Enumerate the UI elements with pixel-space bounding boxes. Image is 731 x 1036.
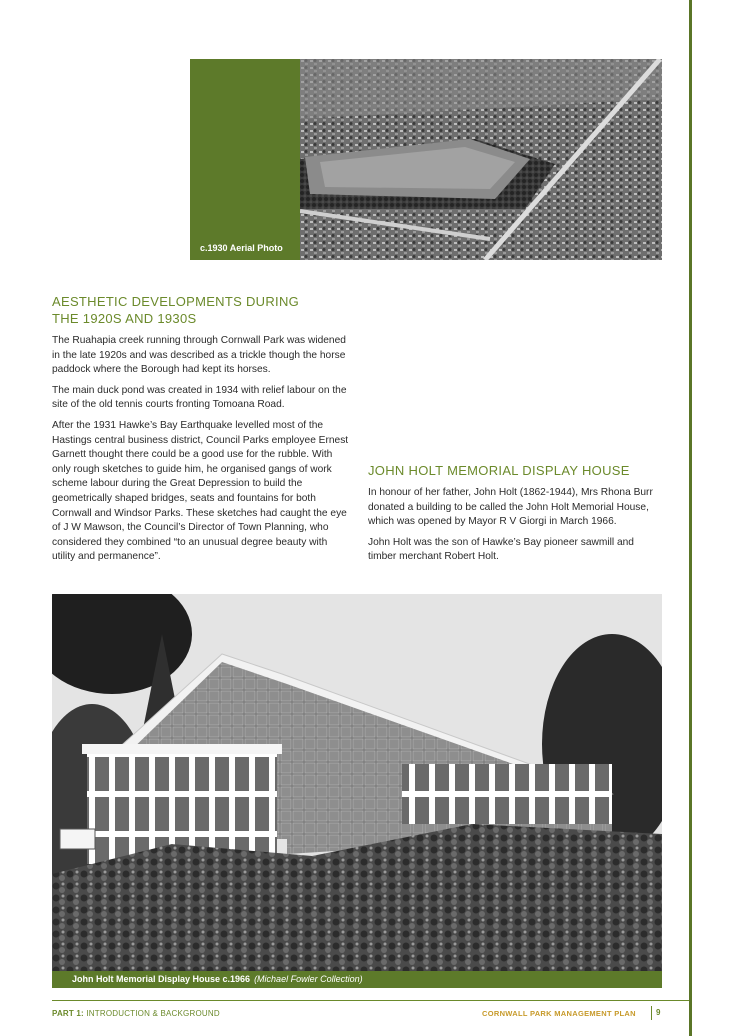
john-holt-section — [368, 462, 663, 565]
page-edge-rule — [689, 0, 692, 1036]
paragraph: In honour of her father, John Holt (1862-1944), Mrs Rhona Burr donated a building to be called the John Holt Memorial House, which was opened by Mayor R V Giorgi in March 1966. — [368, 487, 653, 528]
display-house-caption — [52, 971, 662, 988]
paragraph: After the 1931 Hawke’s Bay Earthquake levelled most of the Hastings central business district, Council Parks employee Ernest Garnett thought there could be a good use for the rubble. With only rough sketches to guide him, he organised gangs of work scheme labour during the Great Depression to build the geometrically shaped bridges, seats and fountains for both Cornwall and Windsor Parks. These sketches had caught the eye of J W Mawson, the Council’s Director of Town Planning, who considered they combined “to an unusual degree beauty with utility and permanence”. — [52, 419, 349, 563]
display-house-photo — [52, 594, 662, 971]
section-heading — [52, 293, 352, 327]
heading-line-2: THE 1920S AND 1930S — [52, 311, 197, 326]
page-number: 9 — [656, 1008, 661, 1017]
footer-section-label — [52, 1009, 220, 1018]
aerial-photo-caption: c.1930 Aerial Photo — [200, 243, 283, 253]
paragraph: The Ruahapia creek running through Cornwall Park was widened in the late 1920s and was described as a trickle though the horse paddock where the Borough had kept its horses. — [52, 335, 346, 376]
footer-separator — [651, 1006, 652, 1020]
aerial-photo — [300, 59, 662, 260]
footer-part-title: INTRODUCTION & BACKGROUND — [86, 1009, 220, 1018]
section-heading: JOHN HOLT MEMORIAL DISPLAY HOUSE — [368, 463, 630, 478]
caption-credit: (Michael Fowler Collection) — [254, 974, 363, 984]
footer-divider — [52, 1000, 689, 1001]
caption-title: John Holt Memorial Display House c.1966 — [72, 974, 251, 984]
footer-plan-title: CORNWALL PARK MANAGEMENT PLAN — [482, 1009, 636, 1018]
footer-part-label: PART 1: — [52, 1009, 84, 1018]
caption-text — [72, 974, 363, 984]
paragraph: John Holt was the son of Hawke’s Bay pioneer sawmill and timber merchant Robert Holt. — [368, 536, 634, 563]
aesthetic-developments-section — [52, 293, 352, 565]
paragraph: The main duck pond was created in 1934 with relief labour on the site of the old tennis courts fronting Tomoana Road. — [52, 384, 347, 411]
heading-line-1: AESTHETIC DEVELOPMENTS DURING — [52, 294, 300, 309]
